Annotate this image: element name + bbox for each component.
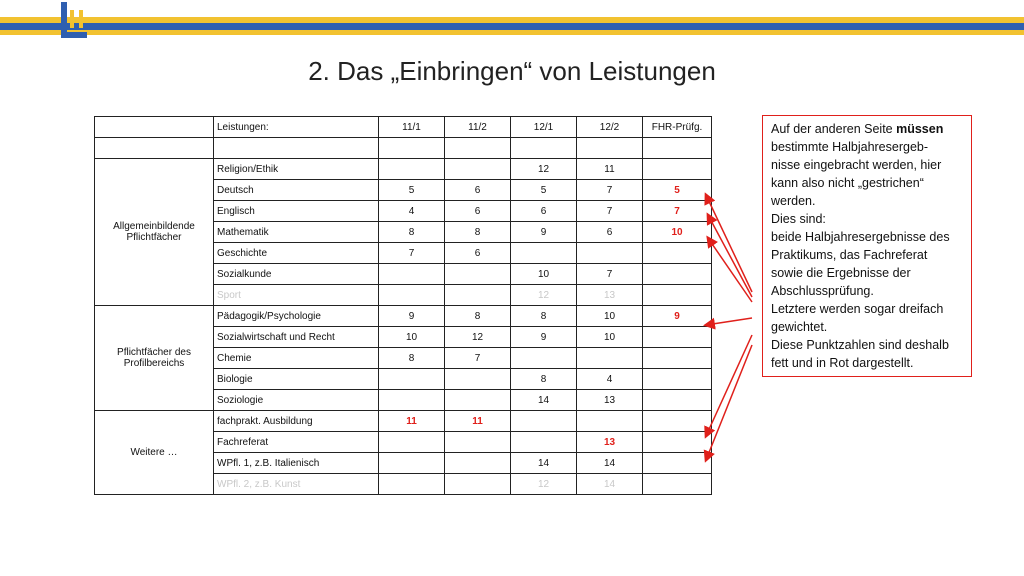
arrow-englisch bbox=[708, 215, 752, 297]
value-cell: 11 bbox=[379, 411, 445, 432]
value-cell: 12 bbox=[511, 159, 577, 180]
value-cell: 12 bbox=[511, 285, 577, 306]
subject-cell: Sport bbox=[214, 285, 379, 306]
value-cell: 13 bbox=[577, 432, 643, 453]
arrow-paedagogik bbox=[706, 318, 752, 325]
subject-cell: WPfl. 2, z.B. Kunst bbox=[214, 474, 379, 495]
arrow-deutsch bbox=[706, 195, 752, 292]
value-cell: 9 bbox=[511, 222, 577, 243]
subject-cell: Sozialkunde bbox=[214, 264, 379, 285]
value-cell: 8 bbox=[511, 369, 577, 390]
value-cell: 8 bbox=[445, 222, 511, 243]
page-title: 2. Das „Einbringen“ von Leistungen bbox=[308, 56, 716, 86]
column-header: FHR-Prüfg. bbox=[643, 117, 712, 138]
value-cell: 10 bbox=[577, 327, 643, 348]
note-text: fett und in Rot dargestellt. bbox=[771, 356, 914, 370]
value-cell: 7 bbox=[445, 348, 511, 369]
value-cell: 11 bbox=[577, 159, 643, 180]
note-text: sowie die Ergebnisse der bbox=[771, 266, 911, 280]
subject-cell: Religion/Ethik bbox=[214, 159, 379, 180]
note-text: Auf der anderen Seite bbox=[771, 122, 897, 136]
subject-cell: Deutsch bbox=[214, 180, 379, 201]
value-cell: 9 bbox=[511, 327, 577, 348]
subject-cell: Chemie bbox=[214, 348, 379, 369]
value-cell: 10 bbox=[643, 222, 712, 243]
value-cell: 7 bbox=[577, 264, 643, 285]
subject-cell: fachprakt. Ausbildung bbox=[214, 411, 379, 432]
value-cell: 4 bbox=[379, 201, 445, 222]
column-header: Leistungen: bbox=[214, 117, 379, 138]
value-cell: 8 bbox=[511, 306, 577, 327]
value-cell: 5 bbox=[643, 180, 712, 201]
value-cell: 10 bbox=[577, 306, 643, 327]
value-cell: 12 bbox=[445, 327, 511, 348]
value-cell: 6 bbox=[445, 201, 511, 222]
value-cell: 14 bbox=[577, 474, 643, 495]
value-cell: 5 bbox=[511, 180, 577, 201]
value-cell: 13 bbox=[577, 285, 643, 306]
value-cell: 6 bbox=[445, 180, 511, 201]
group-label: Allgemeinbildende Pflichtfächer bbox=[95, 159, 214, 306]
note-text: Dies sind: bbox=[771, 212, 826, 226]
value-cell: 10 bbox=[379, 327, 445, 348]
note-text: gewichtet. bbox=[771, 320, 828, 334]
group-label: Pflichtfächer des Profilbereichs bbox=[95, 306, 214, 411]
value-cell: 6 bbox=[577, 222, 643, 243]
value-cell: 7 bbox=[577, 201, 643, 222]
note-text: bestimmte Halbjahresergeb- bbox=[771, 140, 929, 154]
value-cell: 14 bbox=[511, 390, 577, 411]
note-text: Diese Punktzahlen sind deshalb bbox=[771, 338, 949, 352]
note-text: beide Halbjahresergebnisse des bbox=[771, 230, 950, 244]
value-cell: 12 bbox=[511, 474, 577, 495]
value-cell: 7 bbox=[379, 243, 445, 264]
value-cell: 14 bbox=[577, 453, 643, 474]
subject-cell: Soziologie bbox=[214, 390, 379, 411]
value-cell: 6 bbox=[511, 201, 577, 222]
value-cell: 6 bbox=[445, 243, 511, 264]
note-text: Letztere werden sogar dreifach bbox=[771, 302, 944, 316]
value-cell: 14 bbox=[511, 453, 577, 474]
note-text: Abschlussprüfung. bbox=[771, 284, 874, 298]
subject-cell: Biologie bbox=[214, 369, 379, 390]
value-cell: 9 bbox=[379, 306, 445, 327]
subject-cell: Sozialwirtschaft und Recht bbox=[214, 327, 379, 348]
value-cell: 7 bbox=[643, 201, 712, 222]
value-cell: 10 bbox=[511, 264, 577, 285]
value-cell: 8 bbox=[445, 306, 511, 327]
arrow-mathematik bbox=[708, 238, 752, 302]
note-text: Praktikums, das Fachreferat bbox=[771, 248, 928, 262]
arrow-ausbildung bbox=[706, 335, 752, 436]
column-header: 12/2 bbox=[577, 117, 643, 138]
value-cell: 9 bbox=[643, 306, 712, 327]
value-cell: 8 bbox=[379, 348, 445, 369]
subject-cell: WPfl. 1, z.B. Italienisch bbox=[214, 453, 379, 474]
value-cell: 7 bbox=[577, 180, 643, 201]
value-cell: 8 bbox=[379, 222, 445, 243]
value-cell: 5 bbox=[379, 180, 445, 201]
value-cell: 13 bbox=[577, 390, 643, 411]
note-emphasis: müssen bbox=[896, 122, 944, 136]
column-header: 12/1 bbox=[511, 117, 577, 138]
subject-cell: Geschichte bbox=[214, 243, 379, 264]
value-cell: 11 bbox=[445, 411, 511, 432]
group-label: Weitere … bbox=[95, 411, 214, 495]
note-text: nisse eingebracht werden, hier bbox=[771, 158, 942, 172]
subject-cell: Englisch bbox=[214, 201, 379, 222]
arrow-fachreferat bbox=[706, 345, 752, 460]
explanation-note bbox=[762, 115, 972, 377]
column-header: 11/1 bbox=[379, 117, 445, 138]
note-text: kann also nicht „gestrichen“ bbox=[771, 176, 924, 190]
subject-cell: Fachreferat bbox=[214, 432, 379, 453]
column-header: 11/2 bbox=[445, 117, 511, 138]
note-text: werden. bbox=[771, 194, 816, 208]
subject-cell: Mathematik bbox=[214, 222, 379, 243]
subject-cell: Pädagogik/Psychologie bbox=[214, 306, 379, 327]
value-cell: 4 bbox=[577, 369, 643, 390]
